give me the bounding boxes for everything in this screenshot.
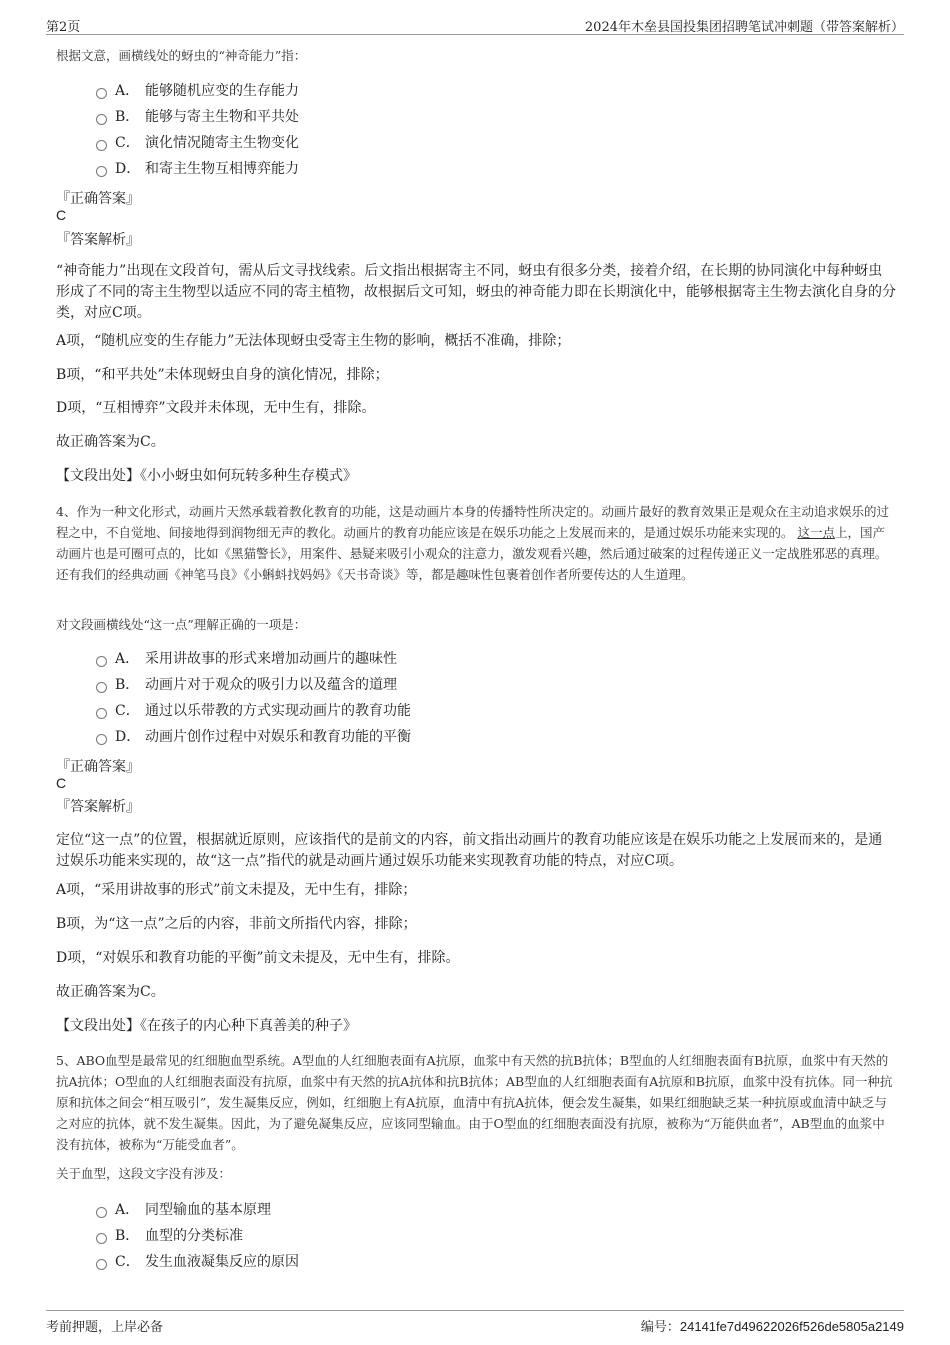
question-stem: 对文段画横线处“这一点”理解正确的一项是：: [56, 617, 307, 632]
option-a[interactable]: A． 同型输血的基本原理: [96, 1199, 271, 1221]
analysis-paragraph: 故正确答案为C。: [56, 434, 165, 450]
option-a[interactable]: A． 采用讲故事的形式来增加动画片的趣味性: [96, 648, 397, 670]
radio-icon[interactable]: [96, 114, 107, 125]
analysis-paragraph: D项，“互相博弈”文段并未体现，无中生有，排除。: [56, 400, 376, 416]
document-code: 编号：24141fe7d49622026f526de5805a2149: [640, 1319, 904, 1335]
answer-value: C: [56, 775, 67, 791]
radio-icon[interactable]: [96, 708, 107, 719]
document-title: 2024年木垒县国投集团招聘笔试冲刺题（带答案解析）: [584, 20, 904, 35]
radio-icon[interactable]: [96, 140, 107, 151]
analysis-paragraph: B项，“和平共处”未体现蚜虫自身的演化情况，排除；: [56, 367, 389, 383]
radio-icon[interactable]: [96, 656, 107, 667]
page-number: 第2页: [46, 20, 81, 35]
option-d[interactable]: D． 动画片创作过程中对娱乐和教育功能的平衡: [96, 726, 411, 748]
radio-icon[interactable]: [96, 166, 107, 177]
analysis-paragraph: 故正确答案为C。: [56, 984, 165, 1000]
analysis-paragraph: 定位“这一点”的位置，根据就近原则，应该指代的是前文的内容，前文指出动画片的教育功能应该是在娱乐功能之上发展而来的，是通过娱乐功能来实现的，故“这一点”指代的就是动画片通过娱乐功能来实现教育功能的特点，对应C项。: [56, 832, 883, 869]
radio-icon[interactable]: [96, 1233, 107, 1244]
page-header: [46, 14, 904, 35]
radio-icon[interactable]: [96, 734, 107, 745]
option-b[interactable]: B． 血型的分类标准: [96, 1225, 243, 1247]
radio-icon[interactable]: [96, 88, 107, 99]
analysis-label: 『答案解析』: [56, 799, 140, 815]
radio-icon[interactable]: [96, 1259, 107, 1270]
footer-slogan: 考前押题，上岸必备: [46, 1320, 164, 1335]
analysis-paragraph: D项，“对娱乐和教育功能的平衡”前文未提及，无中生有，排除。: [56, 950, 460, 966]
option-b[interactable]: B． 能够与寄主生物和平共处: [96, 106, 299, 128]
analysis-paragraph: “神奇能力”出现在文段首句，需从后文寻找线索。后文指出根据寄主不同，蚜虫有很多分类，接着介绍，在长期的协同演化中每种蚜虫形成了不同的寄主生物型以适应不同的寄主植物，故根据后文可知，蚜虫的神奇能力即在长期演化中，能够根据寄主生物去演化自身的分类，对应C项。: [56, 263, 896, 321]
source-citation: 【文段出处】《在孩子的内心种下真善美的种子》: [56, 1018, 357, 1034]
radio-icon[interactable]: [96, 1207, 107, 1218]
underlined-text: 这一点: [797, 525, 836, 540]
option-c[interactable]: C． 发生血液凝集反应的原因: [96, 1251, 299, 1273]
option-a[interactable]: A． 能够随机应变的生存能力: [96, 80, 299, 102]
option-d[interactable]: D． 和寄主生物互相博弈能力: [96, 158, 299, 180]
source-citation: 【文段出处】《小小蚜虫如何玩转多种生存模式》: [56, 468, 357, 484]
analysis-label: 『答案解析』: [56, 232, 140, 248]
answer-label: 『正确答案』: [56, 191, 140, 207]
analysis-paragraph: A项，“随机应变的生存能力”无法体现蚜虫受寄主生物的影响，概括不准确，排除；: [56, 333, 571, 349]
radio-icon[interactable]: [96, 682, 107, 693]
question-passage: 4、作为一种文化形式，动画片天然承载着教化教育的功能，这是动画片本身的传播特性所决定的。动画片最好的教育效果正是观众在主动追求娱乐的过程之中，不自觉地、间接地得到润物细无声的教化。动画片的教育功能应该是在娱乐功能之上发展而来的，是通过娱乐功能来实现的。 这一点上，国产动画片也是可圈可点的，比如《黑猫警长》，用案件、悬疑来吸引小观众的注意力，激发观看兴趣，然后通过破案的过程传递正义一定战胜邪恶的真理。还有我们的经典动画《神笔马良》《小蝌蚪找妈妈》《天书奇谈》等，都是趣味性包裹着创作者所要传达的人生道理。: [56, 504, 889, 582]
answer-label: 『正确答案』: [56, 759, 140, 775]
answer-value: C: [56, 207, 67, 223]
question-stem: 关于血型，这段文字没有涉及：: [56, 1166, 232, 1181]
question-passage: 5、ABO血型是最常见的红细胞血型系统。A型血的人红细胞表面有A抗原，血浆中有天然的抗B抗体；B型血的人红细胞表面有B抗原，血浆中有天然的抗A抗体；O型血的人红细胞表面没有抗原，血浆中有天然的抗A抗体和抗B抗体；AB型血的人红细胞表面有A抗原和B抗原，血浆中没有抗体。同一种抗原和抗体之间会“相互吸引”，发生凝集反应，例如，红细胞上有A抗原，血清中有抗A抗体，便会发生凝集，如果红细胞缺乏某一种抗原或血清中缺乏与之对应的抗体，就不发生凝集。因此，为了避免凝集反应，应该同型输血。由于O型血的红细胞表面没有抗原，被称为“万能供血者”，AB型血的血浆中没有抗体，被称为“万能受血者”。: [56, 1053, 893, 1152]
analysis-paragraph: A项，“采用讲故事的形式”前文未提及，无中生有，排除；: [56, 882, 417, 898]
option-c[interactable]: C． 通过以乐带教的方式实现动画片的教育功能: [96, 700, 411, 722]
page-footer: [46, 1310, 904, 1333]
option-c[interactable]: C． 演化情况随寄主生物变化: [96, 132, 299, 154]
option-b[interactable]: B． 动画片对于观众的吸引力以及蕴含的道理: [96, 674, 397, 696]
question-stem: 根据文意，画横线处的蚜虫的“神奇能力”指：: [56, 48, 307, 63]
analysis-paragraph: B项，为“这一点”之后的内容，非前文所指代内容，排除；: [56, 916, 417, 932]
